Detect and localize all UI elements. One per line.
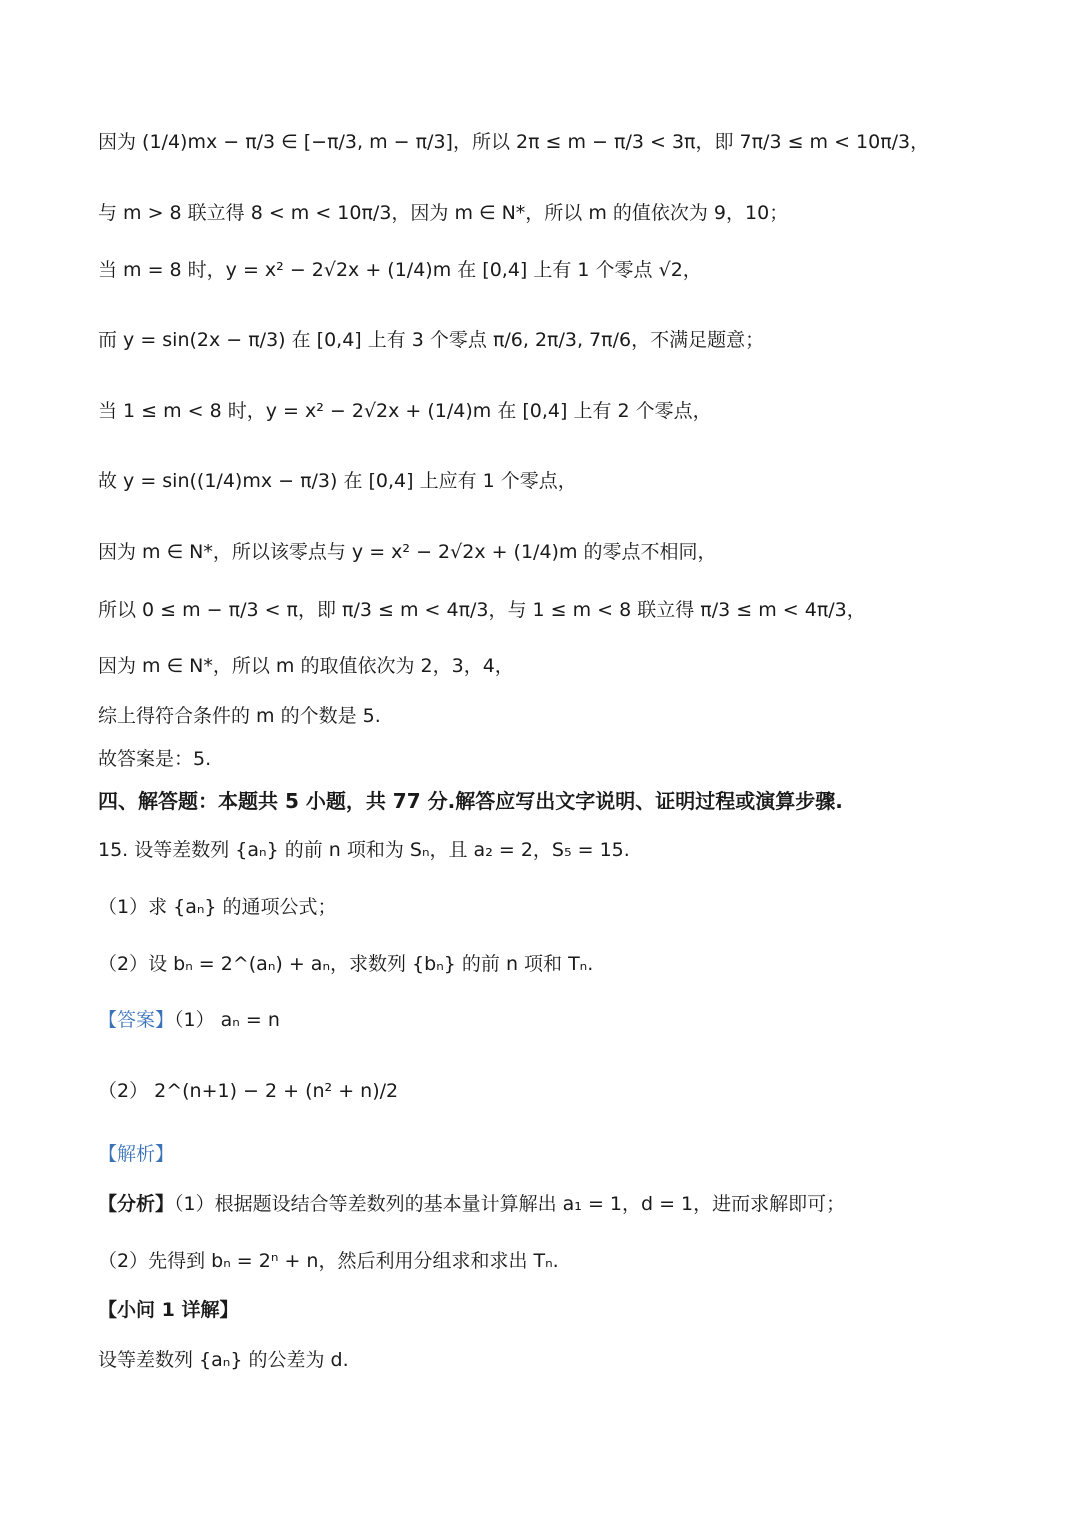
analysis-text-2: （2）先得到 bₙ = 2ⁿ + n，然后利用分组求和求出 Tₙ. [98, 1250, 559, 1272]
answer-part-2: （2） 2^(n+1) − 2 + (n² + n)/2 [98, 1080, 399, 1102]
solution-line: 与 m > 8 联立得 8 < m < 10π/3，因为 m ∈ N*，所以 m 的值依次为 9，10； [98, 202, 789, 224]
solution-line: 因为 m ∈ N*，所以 m 的取值依次为 2，3，4， [98, 655, 514, 677]
problem-statement: 15. 设等差数列 {aₙ} 的前 n 项和为 Sₙ，且 a₂ = 2，S₅ = 15. [98, 839, 630, 861]
problem-part-2: （2）设 bₙ = 2^(aₙ) + aₙ，求数列 {bₙ} 的前 n 项和 Tₙ. [98, 953, 594, 975]
solution-line: 设等差数列 {aₙ} 的公差为 d. [98, 1349, 349, 1371]
answer-part-1: （1） aₙ = n [174, 1009, 280, 1031]
solution-line: 当 1 ≤ m < 8 时，y = x² − 2√2x + (1/4)m 在 [0,4] 上有 2 个零点， [98, 400, 712, 422]
solution-line: 而 y = sin(2x − π/3) 在 [0,4] 上有 3 个零点 π/6, 2π/3, 7π/6，不满足题意； [98, 329, 765, 351]
analysis-tag: 【解析】 [98, 1143, 175, 1165]
solution-line: 综上得符合条件的 m 的个数是 5. [98, 705, 381, 727]
subquestion-heading: 【小问 1 详解】 [98, 1299, 239, 1321]
problem-part-1: （1）求 {aₙ} 的通项公式； [98, 896, 337, 918]
solution-line: 当 m = 8 时，y = x² − 2√2x + (1/4)m 在 [0,4] 上有 1 个零点 √2， [98, 259, 702, 281]
answer-row [98, 1006, 1020, 1034]
analysis-row [98, 1190, 1020, 1218]
answer-tag: 【答案】 [98, 1009, 175, 1031]
solution-line: 因为 m ∈ N*，所以该零点与 y = x² − 2√2x + (1/4)m 的零点不相同， [98, 541, 717, 563]
analysis-text-1: （1）根据题设结合等差数列的基本量计算解出 a₁ = 1，d = 1，进而求解即可； [174, 1193, 846, 1215]
analysis-label: 【分析】 [98, 1193, 175, 1215]
section-heading: 四、解答题：本题共 5 小题，共 77 分.解答应写出文字说明、证明过程或演算步骤. [98, 789, 843, 813]
solution-line: 所以 0 ≤ m − π/3 < π，即 π/3 ≤ m < 4π/3，与 1 ≤ m < 8 联立得 π/3 ≤ m < 4π/3， [98, 599, 866, 621]
solution-line: 故 y = sin((1/4)mx − π/3) 在 [0,4] 上应有 1 个零点， [98, 470, 577, 492]
solution-line: 因为 (1/4)mx − π/3 ∈ [−π/3, m − π/3]，所以 2π ≤ m − π/3 < 3π，即 7π/3 ≤ m < 10π/3， [98, 131, 930, 153]
answer-line: 故答案是：5. [98, 748, 212, 770]
